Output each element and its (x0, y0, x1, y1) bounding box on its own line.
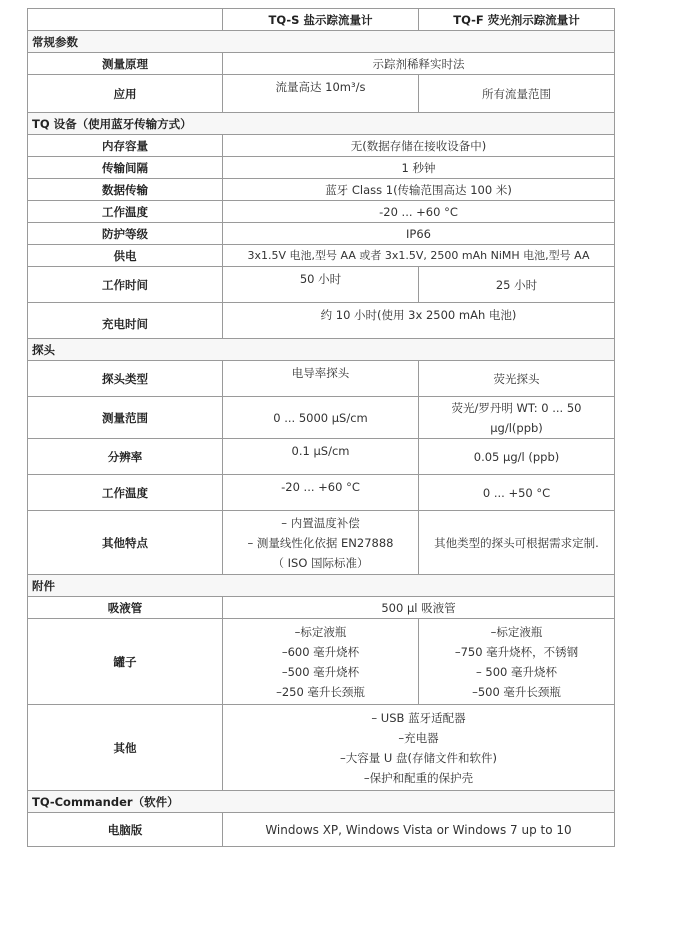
table-row (28, 303, 615, 339)
row-value: 约 10 小时(使用 3x 2500 mAh 电池) (223, 303, 615, 339)
row-value-s: 50 小时 (223, 267, 419, 303)
container-item: –600 毫升烧杯 (281, 644, 360, 659)
section-row (28, 339, 615, 361)
section-row (28, 791, 615, 813)
row-value-s: 0 ... 5000 µS/cm (223, 397, 419, 439)
row-value: 示踪剂稀释实时法 (223, 53, 615, 75)
row-label: 测量范围 (28, 397, 223, 439)
table-row (28, 597, 615, 619)
row-label: 工作温度 (28, 201, 223, 223)
header-tq-f: TQ-F 荧光剂示踪流量计 (419, 9, 615, 31)
row-label: 其他 (28, 705, 223, 791)
row-value-s: 电导率探头 (223, 361, 419, 397)
row-value: 蓝牙 Class 1(传输范围高达 100 米) (223, 179, 615, 201)
table-row (28, 397, 615, 439)
container-item: –标定液瓶 (294, 624, 347, 639)
row-label: 分辨率 (28, 439, 223, 475)
feature-line: （ ISO 国际标准） (272, 555, 369, 570)
row-value-s: 0.1 µS/cm (223, 439, 419, 475)
row-label: 工作温度 (28, 475, 223, 511)
row-label: 内存容量 (28, 135, 223, 157)
table-row (28, 135, 615, 157)
row-value-f: 0.05 µg/l (ppb) (419, 439, 615, 475)
section-row (28, 575, 615, 597)
section-software: TQ-Commander（软件） (28, 791, 615, 813)
row-value-s (223, 619, 419, 705)
row-label: 罐子 (28, 619, 223, 705)
table-row (28, 201, 615, 223)
section-row (28, 31, 615, 53)
row-value: 3x1.5V 电池,型号 AA 或者 3x1.5V, 2500 mAh NiMH 电池,型号 AA (223, 245, 615, 267)
row-label: 电脑版 (28, 813, 223, 847)
row-label: 应用 (28, 75, 223, 113)
other-item: –充电器 (398, 730, 439, 745)
table-row (28, 813, 615, 847)
section-device: TQ 设备（使用蓝牙传输方式） (28, 113, 615, 135)
feature-line: – 内置温度补偿 (281, 515, 360, 530)
section-probe: 探头 (28, 339, 615, 361)
row-value-s: 流量高达 10m³/s (223, 75, 419, 113)
row-label: 工作时间 (28, 267, 223, 303)
section-general: 常规参数 (28, 31, 615, 53)
table-header-row (28, 9, 615, 31)
other-item: –大容量 U 盘(存储文件和软件) (340, 750, 497, 765)
row-value: 无(数据存储在接收设备中) (223, 135, 615, 157)
row-value: 500 µl 吸液管 (223, 597, 615, 619)
row-value (223, 705, 615, 791)
row-value: IP66 (223, 223, 615, 245)
row-label: 吸液管 (28, 597, 223, 619)
row-value-f: 所有流量范围 (419, 75, 615, 113)
table-row (28, 511, 615, 575)
table-row (28, 475, 615, 511)
container-item: –500 毫升烧杯 (281, 664, 360, 679)
spec-table (27, 8, 615, 847)
header-empty-cell (28, 9, 223, 31)
row-value: -20 ... +60 °C (223, 201, 615, 223)
row-value-f (419, 619, 615, 705)
row-value-s (223, 511, 419, 575)
table-row (28, 439, 615, 475)
other-item: – USB 蓝牙适配器 (371, 710, 466, 725)
container-item: –750 毫升烧杯，不锈钢 (454, 644, 579, 659)
table-row (28, 223, 615, 245)
row-label: 防护等级 (28, 223, 223, 245)
container-item: –标定液瓶 (490, 624, 543, 639)
row-value-f: 荧光探头 (419, 361, 615, 397)
row-label: 探头类型 (28, 361, 223, 397)
row-value-s: -20 ... +60 °C (223, 475, 419, 511)
table-row (28, 245, 615, 267)
row-value: Windows XP, Windows Vista or Windows 7 up to 10 (223, 813, 615, 847)
row-value-f: 0 ... +50 °C (419, 475, 615, 511)
feature-line: – 测量线性化依据 EN27888 (247, 535, 394, 550)
row-value-f: 其他类型的探头可根据需求定制. (419, 511, 615, 575)
table-row (28, 361, 615, 397)
range-f-line: 荧光/罗丹明 WT: 0 ... 50 (451, 400, 582, 415)
range-f-line: µg/l(ppb) (490, 420, 543, 435)
row-label: 供电 (28, 245, 223, 267)
row-label: 测量原理 (28, 53, 223, 75)
table-row (28, 267, 615, 303)
row-label: 其他特点 (28, 511, 223, 575)
table-row (28, 157, 615, 179)
container-item: –250 毫升长颈瓶 (276, 684, 365, 699)
container-item: –500 毫升长颈瓶 (472, 684, 561, 699)
table-row (28, 75, 615, 113)
row-label: 充电时间 (28, 303, 223, 339)
row-value-f (419, 397, 615, 439)
header-tq-s: TQ-S 盐示踪流量计 (223, 9, 419, 31)
table-row (28, 179, 615, 201)
container-item: – 500 毫升烧杯 (475, 664, 557, 679)
table-row (28, 53, 615, 75)
table-row (28, 619, 615, 705)
table-row (28, 705, 615, 791)
row-value: 1 秒钟 (223, 157, 615, 179)
other-item: –保护和配重的保护壳 (363, 770, 474, 785)
row-label: 传输间隔 (28, 157, 223, 179)
row-value-f: 25 小时 (419, 267, 615, 303)
row-label: 数据传输 (28, 179, 223, 201)
section-accessories: 附件 (28, 575, 615, 597)
section-row (28, 113, 615, 135)
